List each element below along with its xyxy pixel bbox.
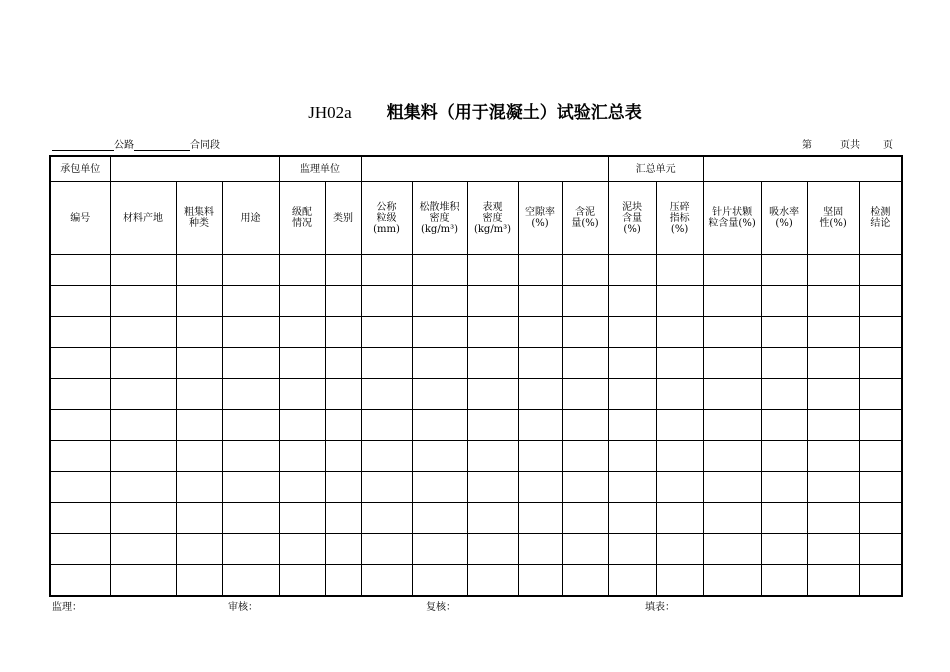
table-cell[interactable] <box>518 317 562 348</box>
table-cell[interactable] <box>325 255 361 286</box>
table-cell[interactable] <box>703 348 761 379</box>
table-cell[interactable] <box>412 410 467 441</box>
table-cell[interactable] <box>807 503 859 534</box>
road-name-blank[interactable] <box>52 139 114 151</box>
table-cell[interactable] <box>703 255 761 286</box>
table-cell[interactable] <box>807 348 859 379</box>
table-row <box>50 410 902 441</box>
column-header-line: 性(%) <box>819 218 847 229</box>
column-header-line: 结论 <box>870 218 891 229</box>
table-cell[interactable] <box>50 379 110 410</box>
column-header-line: 量(%) <box>571 218 599 229</box>
table-cell[interactable] <box>361 255 412 286</box>
table-cell[interactable] <box>761 410 807 441</box>
table-cell[interactable] <box>562 317 608 348</box>
table-row <box>50 565 902 597</box>
table-cell[interactable] <box>761 348 807 379</box>
table-cell[interactable] <box>222 565 279 597</box>
table-cell[interactable] <box>176 534 222 565</box>
table-cell[interactable] <box>608 472 656 503</box>
column-header-line: 松散堆积 <box>419 201 460 213</box>
column-header-line: 材料产地 <box>123 212 163 224</box>
page-info <box>802 136 893 151</box>
table-cell[interactable] <box>222 503 279 534</box>
table-cell[interactable] <box>562 255 608 286</box>
table-cell[interactable] <box>110 379 176 410</box>
table-cell[interactable] <box>703 565 761 597</box>
table-cell[interactable] <box>859 255 902 286</box>
footer-review: 审核： <box>228 602 258 613</box>
column-header <box>110 182 176 255</box>
column-header <box>176 182 222 255</box>
table-cell[interactable] <box>279 472 325 503</box>
column-header-line: 含泥 <box>575 207 596 218</box>
column-header-line: 粒级 <box>376 212 397 224</box>
table-cell[interactable] <box>656 441 703 472</box>
table-cell[interactable] <box>110 565 176 597</box>
form-title <box>0 98 950 123</box>
table-cell[interactable] <box>110 410 176 441</box>
table-cell[interactable] <box>412 379 467 410</box>
table-cell[interactable] <box>222 286 279 317</box>
table-cell[interactable] <box>518 441 562 472</box>
table-cell[interactable] <box>807 441 859 472</box>
column-header <box>325 182 361 255</box>
table-row <box>50 286 902 317</box>
table-cell[interactable] <box>361 348 412 379</box>
table-cell[interactable] <box>467 565 518 597</box>
table-cell[interactable] <box>656 255 703 286</box>
table-cell[interactable] <box>467 472 518 503</box>
table-cell[interactable] <box>656 410 703 441</box>
table-cell[interactable] <box>50 286 110 317</box>
table-cell[interactable] <box>325 472 361 503</box>
table-cell[interactable] <box>807 534 859 565</box>
summary-unit-label: 汇总单元 <box>608 156 703 182</box>
table-cell[interactable] <box>761 317 807 348</box>
table-cell[interactable] <box>361 472 412 503</box>
table-cell[interactable] <box>859 379 902 410</box>
column-header-line: 含量 <box>622 212 643 224</box>
table-cell[interactable] <box>176 565 222 597</box>
table-row <box>50 255 902 286</box>
table-cell[interactable] <box>807 255 859 286</box>
table-cell[interactable] <box>562 286 608 317</box>
table-cell[interactable] <box>467 410 518 441</box>
column-header-line: (%) <box>623 223 641 235</box>
supervisor-value-cell[interactable] <box>361 156 608 182</box>
table-cell[interactable] <box>222 472 279 503</box>
table-cell[interactable] <box>608 379 656 410</box>
table-cell[interactable] <box>807 565 859 597</box>
table-cell[interactable] <box>50 441 110 472</box>
table-cell[interactable] <box>50 317 110 348</box>
column-header <box>222 182 279 255</box>
column-header-row <box>50 182 902 255</box>
table-cell[interactable] <box>562 379 608 410</box>
column-header-line: (%) <box>775 218 793 229</box>
column-header-line: 空隙率 <box>525 207 556 218</box>
table-cell[interactable] <box>656 317 703 348</box>
table-cell[interactable] <box>703 317 761 348</box>
table-cell[interactable] <box>703 441 761 472</box>
table-cell[interactable] <box>518 286 562 317</box>
table-cell[interactable] <box>50 534 110 565</box>
table-cell[interactable] <box>412 441 467 472</box>
table-cell[interactable] <box>176 317 222 348</box>
table-cell[interactable] <box>703 379 761 410</box>
contractor-label: 承包单位 <box>50 156 110 182</box>
table-cell[interactable] <box>562 348 608 379</box>
table-cell[interactable] <box>656 565 703 597</box>
column-header <box>859 182 902 255</box>
column-header-line: 类别 <box>333 212 354 224</box>
table-cell[interactable] <box>859 348 902 379</box>
table-cell[interactable] <box>50 503 110 534</box>
column-header <box>608 182 656 255</box>
table-row <box>50 348 902 379</box>
table-cell[interactable] <box>412 255 467 286</box>
table-cell[interactable] <box>279 348 325 379</box>
table-cell[interactable] <box>325 503 361 534</box>
table-cell[interactable] <box>807 317 859 348</box>
table-cell[interactable] <box>50 348 110 379</box>
column-header-line: 密度 <box>429 212 450 224</box>
table-cell[interactable] <box>222 255 279 286</box>
column-header-line: 级配 <box>292 207 313 218</box>
table-cell[interactable] <box>656 379 703 410</box>
column-header-line: 坚固 <box>823 207 844 218</box>
table-cell[interactable] <box>608 565 656 597</box>
column-header <box>807 182 859 255</box>
table-cell[interactable] <box>110 503 176 534</box>
table-cell[interactable] <box>608 286 656 317</box>
table-cell[interactable] <box>176 255 222 286</box>
table-cell[interactable] <box>703 286 761 317</box>
table-cell[interactable] <box>279 286 325 317</box>
column-header-line: 压碎 <box>669 201 690 213</box>
table-cell[interactable] <box>222 317 279 348</box>
table-cell[interactable] <box>176 472 222 503</box>
table-cell[interactable] <box>562 534 608 565</box>
column-header-line: 吸水率 <box>769 207 800 218</box>
column-header <box>279 182 325 255</box>
table-cell[interactable] <box>279 534 325 565</box>
column-header <box>761 182 807 255</box>
table-cell[interactable] <box>279 379 325 410</box>
column-header-line: (mm) <box>373 223 400 235</box>
table-cell[interactable] <box>807 379 859 410</box>
column-header-line: 粒含量(%) <box>708 218 756 229</box>
table-cell[interactable] <box>518 255 562 286</box>
table-cell[interactable] <box>222 348 279 379</box>
table-cell[interactable] <box>859 534 902 565</box>
table-cell[interactable] <box>176 348 222 379</box>
footer-recheck: 复核： <box>426 602 456 613</box>
column-header-line: (%) <box>531 218 549 229</box>
table-row <box>50 472 902 503</box>
table-cell[interactable] <box>50 255 110 286</box>
table-cell[interactable] <box>562 565 608 597</box>
table-cell[interactable] <box>279 503 325 534</box>
table-row <box>50 534 902 565</box>
table-cell[interactable] <box>807 410 859 441</box>
table-cell[interactable] <box>807 472 859 503</box>
table-cell[interactable] <box>279 255 325 286</box>
table-cell[interactable] <box>518 534 562 565</box>
table-cell[interactable] <box>608 255 656 286</box>
table-cell[interactable] <box>361 503 412 534</box>
table-cell[interactable] <box>703 503 761 534</box>
column-header <box>562 182 608 255</box>
table-cell[interactable] <box>325 317 361 348</box>
section-label: 合同段 <box>190 140 220 151</box>
table-cell[interactable] <box>110 348 176 379</box>
table-cell[interactable] <box>761 565 807 597</box>
page-di-label: 第 <box>802 140 812 151</box>
summary-table <box>49 155 903 597</box>
column-header-line: 公称 <box>376 201 397 213</box>
table-cell[interactable] <box>361 441 412 472</box>
table-cell[interactable] <box>656 472 703 503</box>
table-cell[interactable] <box>50 410 110 441</box>
table-cell[interactable] <box>176 503 222 534</box>
column-header-line: 用途 <box>240 212 261 224</box>
table-cell[interactable] <box>608 441 656 472</box>
table-cell[interactable] <box>325 379 361 410</box>
table-cell[interactable] <box>608 348 656 379</box>
table-row <box>50 503 902 534</box>
column-header-line: 种类 <box>189 218 209 229</box>
column-header-line: 情况 <box>292 218 313 229</box>
info-row <box>50 156 902 182</box>
table-cell[interactable] <box>859 410 902 441</box>
table-cell[interactable] <box>412 565 467 597</box>
table-cell[interactable] <box>110 255 176 286</box>
column-header-line: (%) <box>670 223 689 235</box>
column-header <box>518 182 562 255</box>
table-cell[interactable] <box>361 565 412 597</box>
table-cell[interactable] <box>50 472 110 503</box>
table-cell[interactable] <box>176 286 222 317</box>
column-header <box>50 182 110 255</box>
table-cell[interactable] <box>361 410 412 441</box>
table-cell[interactable] <box>859 286 902 317</box>
table-row <box>50 379 902 410</box>
table-cell[interactable] <box>412 503 467 534</box>
column-header-line: 表观 <box>482 201 503 213</box>
page-ye-label: 页 <box>883 140 893 151</box>
table-cell[interactable] <box>518 472 562 503</box>
table-cell[interactable] <box>325 348 361 379</box>
table-cell[interactable] <box>325 410 361 441</box>
table-cell[interactable] <box>703 534 761 565</box>
table-cell[interactable] <box>110 534 176 565</box>
summary-unit-value-cell[interactable] <box>703 156 902 182</box>
table-cell[interactable] <box>110 441 176 472</box>
table-cell[interactable] <box>222 410 279 441</box>
table-cell[interactable] <box>325 534 361 565</box>
table-cell[interactable] <box>361 534 412 565</box>
table-cell[interactable] <box>176 379 222 410</box>
table-cell[interactable] <box>562 410 608 441</box>
table-cell[interactable] <box>761 441 807 472</box>
table-cell[interactable] <box>562 441 608 472</box>
table-cell[interactable] <box>222 441 279 472</box>
table-cell[interactable] <box>608 317 656 348</box>
table-cell[interactable] <box>279 441 325 472</box>
table-cell[interactable] <box>518 565 562 597</box>
table-cell[interactable] <box>412 286 467 317</box>
table-cell[interactable] <box>412 317 467 348</box>
table-row <box>50 441 902 472</box>
table-cell[interactable] <box>412 472 467 503</box>
data-rows <box>50 255 902 597</box>
table-cell[interactable] <box>859 565 902 597</box>
table-cell[interactable] <box>361 379 412 410</box>
column-header-line: 密度 <box>482 212 503 224</box>
table-cell[interactable] <box>361 317 412 348</box>
contractor-value-cell[interactable] <box>110 156 279 182</box>
table-cell[interactable] <box>761 286 807 317</box>
form-code: JH02a <box>308 103 352 122</box>
table-cell[interactable] <box>761 379 807 410</box>
table-cell[interactable] <box>703 472 761 503</box>
table-cell[interactable] <box>859 317 902 348</box>
table-cell[interactable] <box>110 286 176 317</box>
table-cell[interactable] <box>467 441 518 472</box>
table-cell[interactable] <box>279 317 325 348</box>
column-header <box>656 182 703 255</box>
table-cell[interactable] <box>562 472 608 503</box>
table-cell[interactable] <box>807 286 859 317</box>
table-cell[interactable] <box>176 441 222 472</box>
table-cell[interactable] <box>222 379 279 410</box>
table-cell[interactable] <box>467 379 518 410</box>
table-cell[interactable] <box>761 503 807 534</box>
table-cell[interactable] <box>518 379 562 410</box>
road-label: 公路 <box>114 140 134 151</box>
table-cell[interactable] <box>608 503 656 534</box>
table-cell[interactable] <box>222 534 279 565</box>
table-cell[interactable] <box>518 503 562 534</box>
table-cell[interactable] <box>608 410 656 441</box>
road-section-line <box>52 136 220 151</box>
table-cell[interactable] <box>467 255 518 286</box>
column-header-line: 编号 <box>70 212 91 224</box>
table-cell[interactable] <box>703 410 761 441</box>
table-cell[interactable] <box>656 534 703 565</box>
table-cell[interactable] <box>467 286 518 317</box>
column-header <box>467 182 518 255</box>
column-header-line: 针片状颗 <box>712 207 753 218</box>
table-cell[interactable] <box>325 565 361 597</box>
table-cell[interactable] <box>859 441 902 472</box>
column-header-line: 指标 <box>669 212 690 224</box>
table-cell[interactable] <box>761 255 807 286</box>
column-header <box>361 182 412 255</box>
table-cell[interactable] <box>110 317 176 348</box>
table-cell[interactable] <box>467 317 518 348</box>
column-header-line: 检测 <box>870 207 891 218</box>
table-cell[interactable] <box>562 503 608 534</box>
form-name: 粗集料（用于混凝土）试验汇总表 <box>386 103 642 123</box>
table-cell[interactable] <box>412 534 467 565</box>
column-header-line: 泥块 <box>622 201 643 213</box>
column-header <box>703 182 761 255</box>
table-cell[interactable] <box>467 503 518 534</box>
footer-supervision: 监理： <box>52 602 82 613</box>
table-cell[interactable] <box>518 410 562 441</box>
table-cell[interactable] <box>859 472 902 503</box>
footer-fill: 填表： <box>645 602 675 613</box>
column-header <box>412 182 467 255</box>
table-cell[interactable] <box>325 441 361 472</box>
table-row <box>50 317 902 348</box>
table-cell[interactable] <box>761 472 807 503</box>
table-cell[interactable] <box>361 286 412 317</box>
table-cell[interactable] <box>608 534 656 565</box>
table-cell[interactable] <box>859 503 902 534</box>
column-header-line: 粗集料 <box>184 207 214 218</box>
section-name-blank[interactable] <box>134 139 190 151</box>
table-cell[interactable] <box>518 348 562 379</box>
column-header-line: (kg/m³) <box>473 223 512 235</box>
table-cell[interactable] <box>761 534 807 565</box>
table-cell[interactable] <box>110 472 176 503</box>
table-cell[interactable] <box>467 348 518 379</box>
page-ye-gong-label: 页共 <box>840 140 860 151</box>
supervisor-label: 监理单位 <box>279 156 361 182</box>
column-header-line: (kg/m³) <box>420 223 459 235</box>
table-cell[interactable] <box>279 410 325 441</box>
table-cell[interactable] <box>467 534 518 565</box>
table-cell[interactable] <box>50 565 110 597</box>
table-cell[interactable] <box>656 503 703 534</box>
table-cell[interactable] <box>325 286 361 317</box>
table-cell[interactable] <box>279 565 325 597</box>
table-cell[interactable] <box>656 348 703 379</box>
table-cell[interactable] <box>412 348 467 379</box>
table-cell[interactable] <box>656 286 703 317</box>
table-cell[interactable] <box>176 410 222 441</box>
